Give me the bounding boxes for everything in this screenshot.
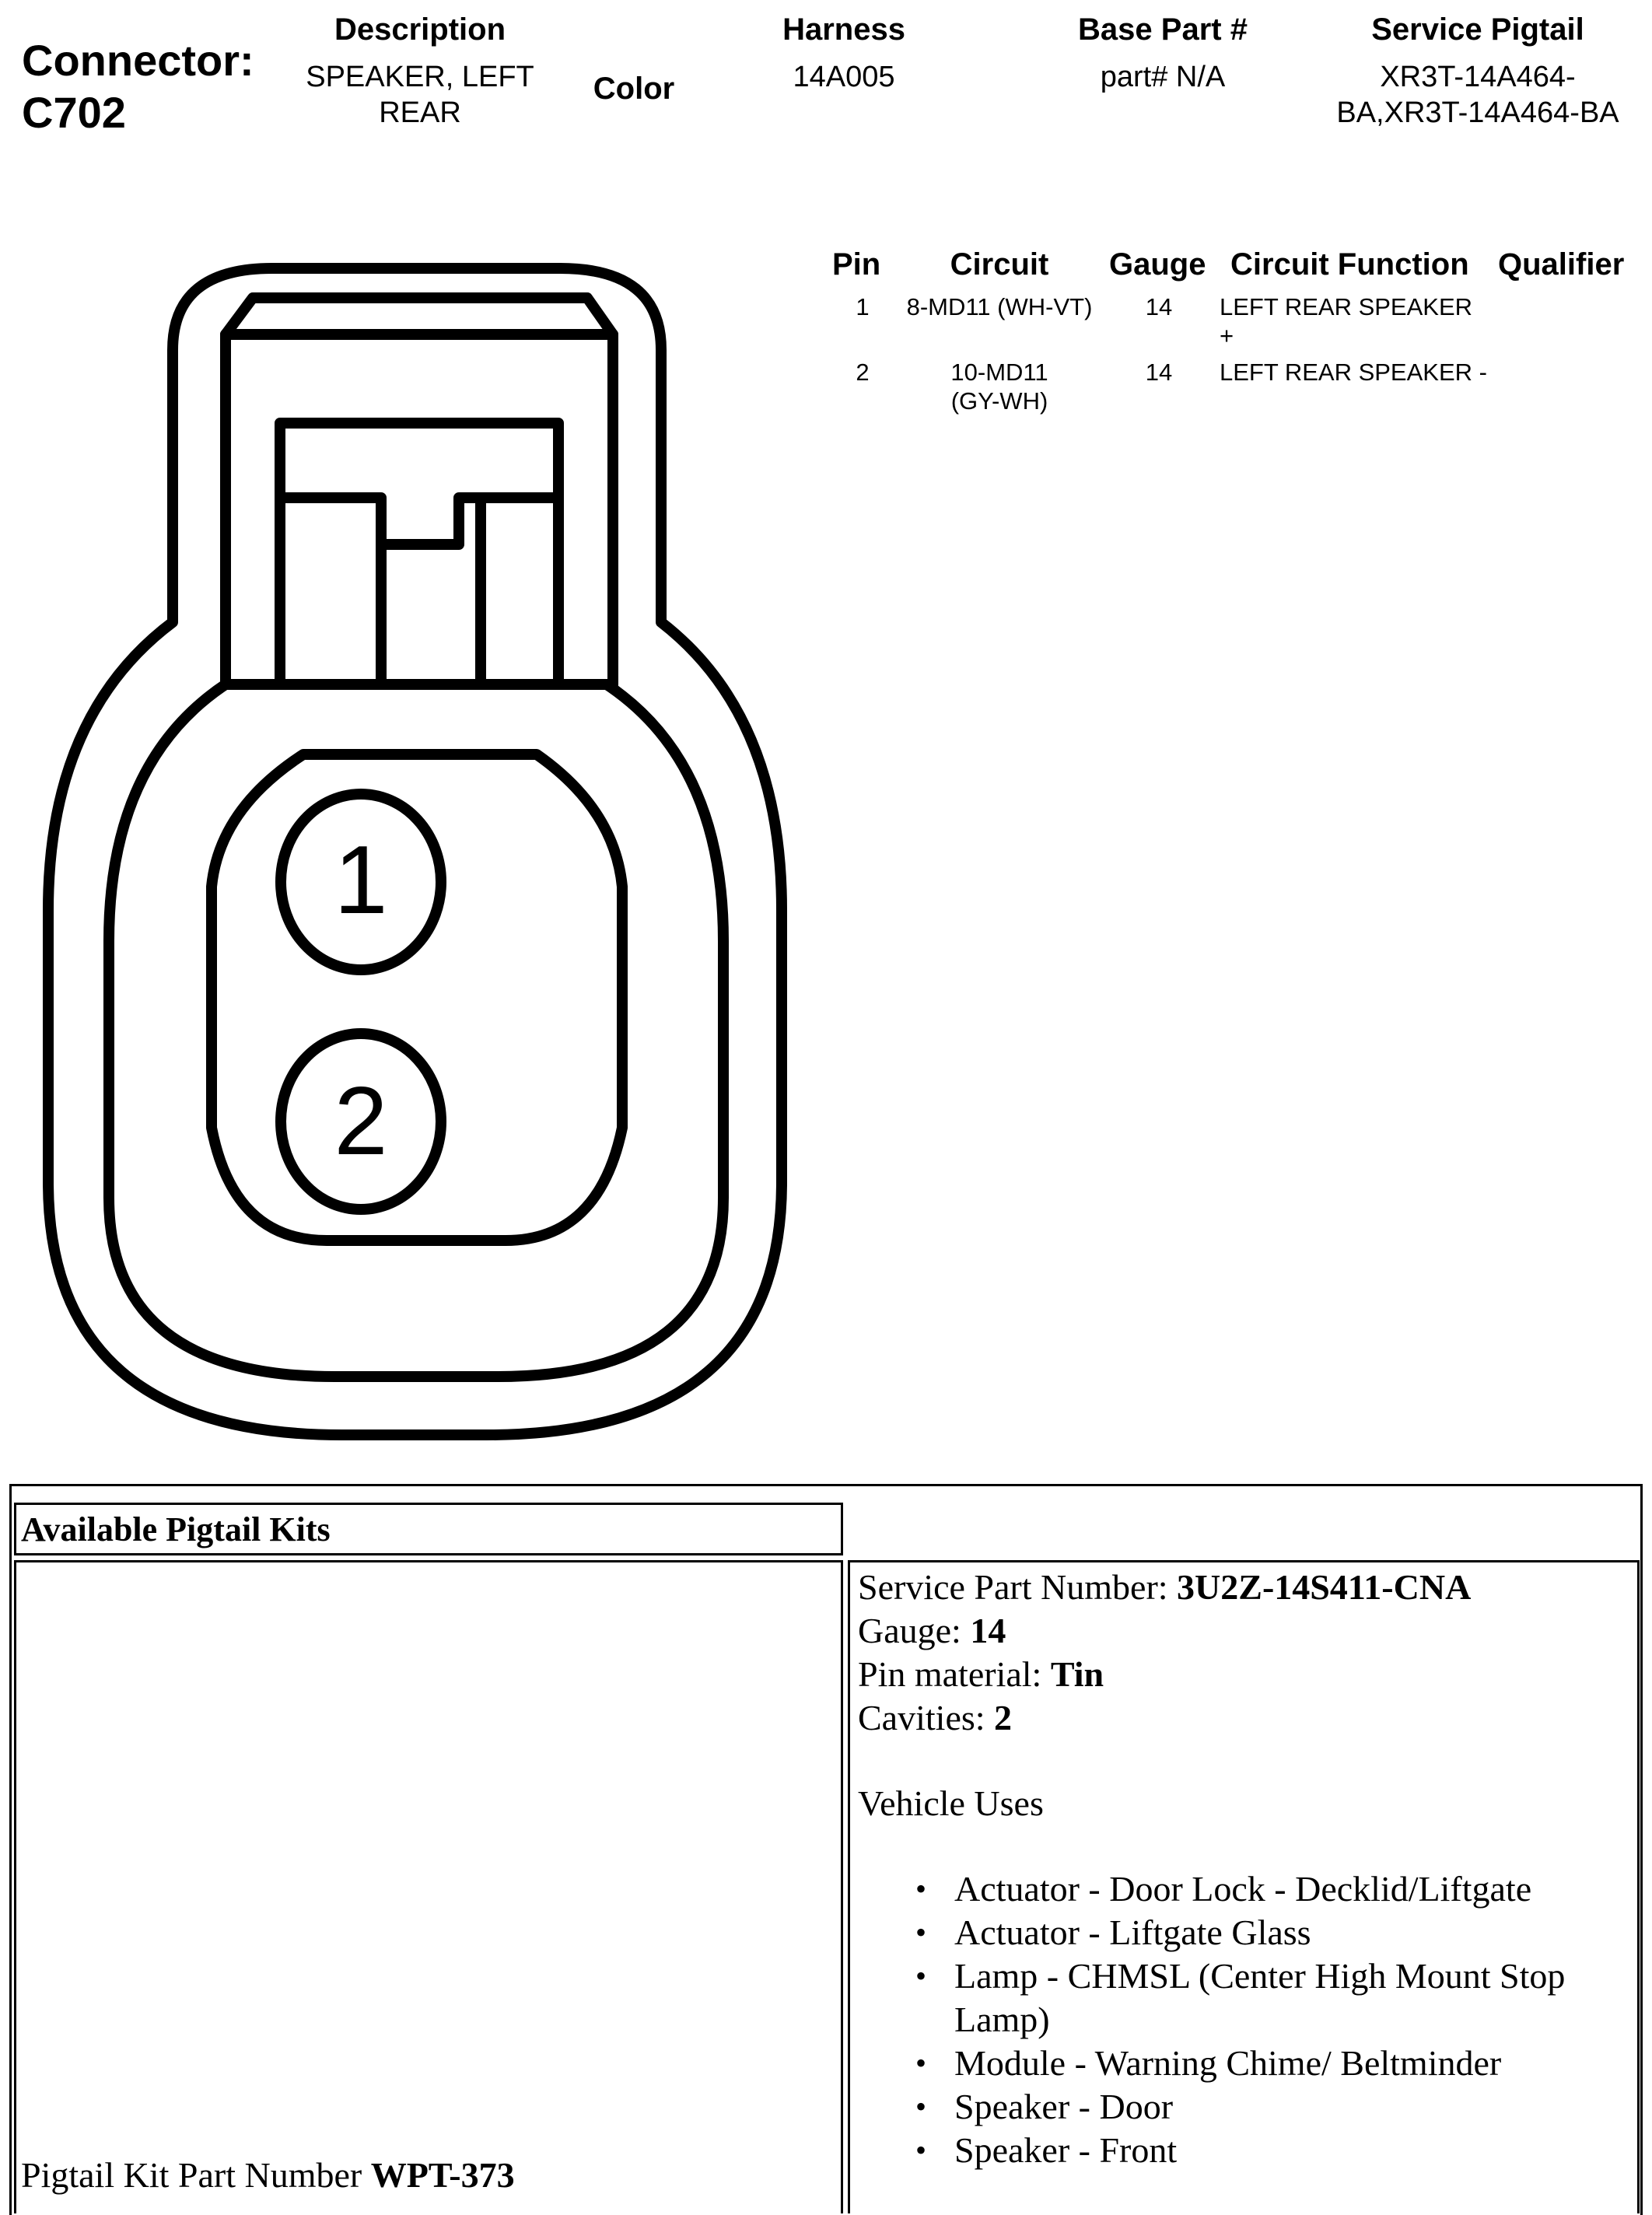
- circuit-value: 10-MD11 (GY-WH): [950, 359, 1048, 415]
- description-label: Description: [334, 12, 506, 47]
- cavities-value: 2: [994, 1698, 1013, 1737]
- pigtail-title-cell: [14, 1503, 843, 1555]
- base-part-value: part# N/A: [1100, 61, 1226, 93]
- base-part-label: Base Part #: [1078, 12, 1248, 47]
- circuit-value: 8-MD11 (WH-VT): [906, 293, 1093, 320]
- service-pigtail-label: Service Pigtail: [1371, 12, 1584, 47]
- gauge-line: Gauge: 14: [858, 1611, 1006, 1650]
- list-item: • Actuator - Door Lock - Decklid/Liftgate: [915, 1869, 1532, 1909]
- service-pigtail-value: XR3T-14A464-BA,XR3T-14A464-BA: [1336, 61, 1619, 130]
- connector-id: C702: [22, 88, 126, 138]
- pigtail-details-cell: [848, 1560, 1640, 2213]
- connector-label: Connector:: [22, 36, 254, 85]
- pin-material-line: Pin material: Tin: [858, 1654, 1104, 1694]
- gauge-header: Gauge: [1109, 247, 1206, 282]
- kit-part-label: Pigtail Kit Part Number: [21, 2155, 371, 2195]
- pin-number: 1: [856, 293, 870, 320]
- pin-1-label: 1: [334, 827, 388, 934]
- pigtail-kit-cell: [14, 1560, 843, 2213]
- kit-part-value: WPT-373: [370, 2155, 515, 2195]
- connector-face-diagram: [0, 0, 824, 1478]
- gauge-value: 14: [1145, 293, 1173, 320]
- list-item: • Speaker - Front: [915, 2130, 1178, 2170]
- pin-number: 2: [856, 359, 870, 386]
- circuit-function-value: LEFT REAR SPEAKER +: [1220, 293, 1473, 350]
- list-item: • Module - Warning Chime/ Beltminder: [915, 2043, 1502, 2083]
- connector-outer-housing: [48, 268, 782, 1435]
- pigtail-section-title: Available Pigtail Kits: [21, 1510, 331, 1548]
- harness-value: 14A005: [793, 61, 895, 93]
- service-part-value: 3U2Z-14S411-CNA: [1177, 1567, 1472, 1607]
- vehicle-uses-list: [858, 1867, 1629, 2172]
- list-item: • Lamp - CHMSL (Center High Mount Stop Lamp): [915, 1956, 1566, 2039]
- color-label: Color: [593, 72, 675, 106]
- pin-header: Pin: [832, 247, 881, 282]
- circuit-function-value: LEFT REAR SPEAKER -: [1220, 359, 1487, 386]
- service-part-number: Service Part Number: 3U2Z-14S411-CNA: [858, 1567, 1472, 1607]
- cavities-line: Cavities: 2: [858, 1698, 1013, 1737]
- vehicle-uses-label: Vehicle Uses: [858, 1783, 1044, 1823]
- latch-inner: [280, 423, 558, 684]
- qualifier-header: Qualifier: [1498, 247, 1625, 282]
- list-item: • Actuator - Liftgate Glass: [915, 1912, 1311, 1952]
- kit-part-number: [21, 2154, 515, 2197]
- gauge-value: 14: [1145, 359, 1173, 386]
- circuit-header: Circuit: [950, 247, 1049, 282]
- pin-material-value: Tin: [1050, 1654, 1104, 1694]
- connector-inner-outline: [109, 684, 723, 1377]
- list-item: • Speaker - Door: [915, 2087, 1174, 2126]
- gauge-line-value: 14: [970, 1611, 1006, 1650]
- circuit-function-header: Circuit Function: [1230, 247, 1469, 282]
- description-value: SPEAKER, LEFT REAR: [306, 61, 534, 130]
- harness-label: Harness: [782, 12, 905, 47]
- pin-2-label: 2: [334, 1068, 388, 1175]
